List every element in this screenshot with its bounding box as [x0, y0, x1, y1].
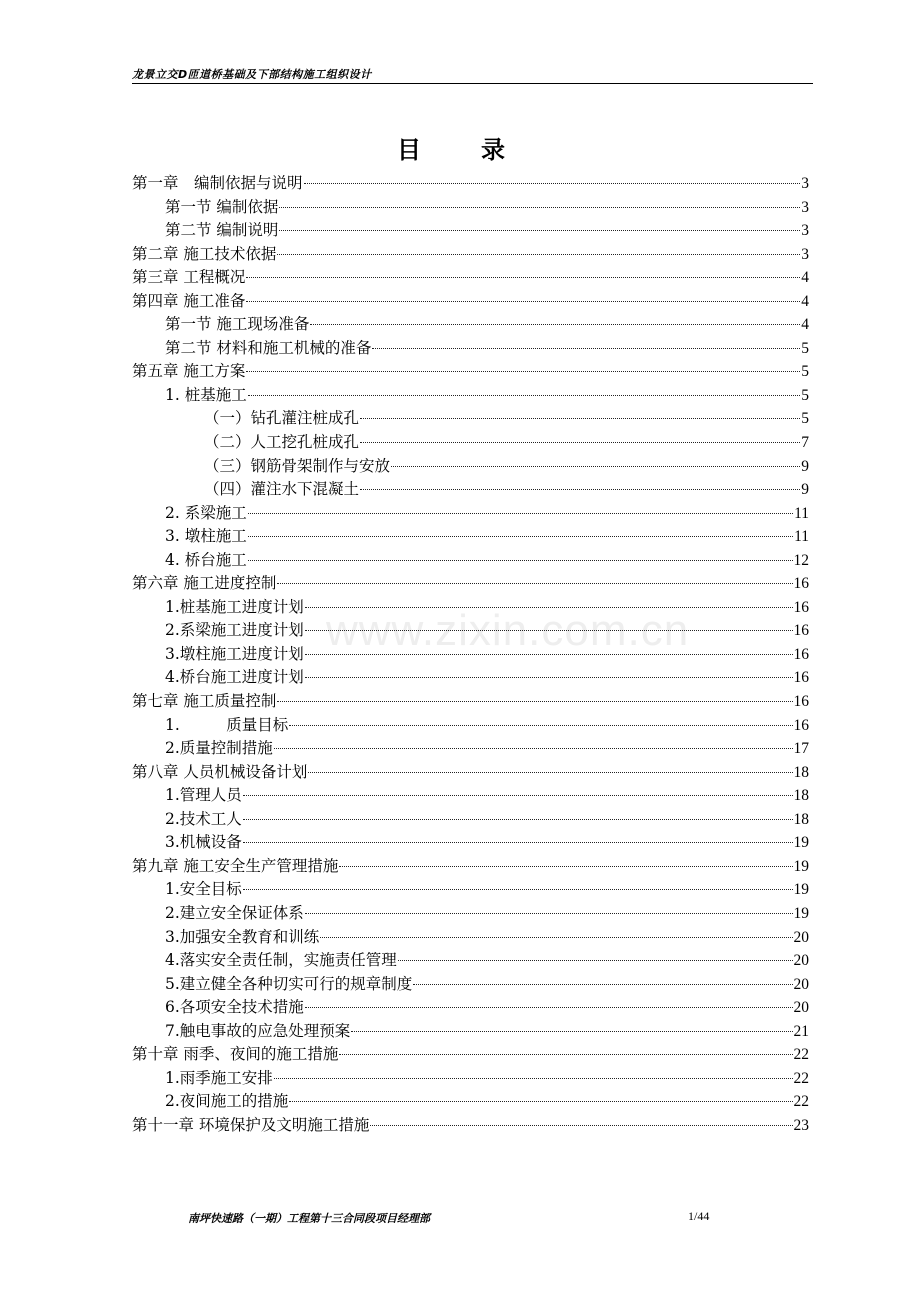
toc-entry[interactable] [132, 808, 809, 832]
toc-entry[interactable] [132, 902, 809, 926]
toc-entry-label: 2. 系梁施工 [165, 503, 247, 522]
toc-entry-page: 18 [793, 763, 809, 781]
toc-entry-page: 20 [793, 952, 809, 970]
toc-entry-label: 第十一章 环境保护及文明施工措施 [132, 1115, 370, 1134]
toc-entry[interactable] [132, 196, 809, 220]
toc-entry[interactable] [132, 478, 809, 502]
toc-entry-page: 21 [793, 1022, 809, 1040]
toc-dot-leader [289, 1100, 792, 1102]
toc-entry-page: 5 [801, 339, 809, 357]
toc-dot-leader [305, 676, 793, 678]
toc-entry-page: 18 [793, 787, 809, 805]
toc-entry-page: 16 [793, 575, 809, 593]
toc-entry-label: 3.加强安全教育和训练 [165, 927, 320, 946]
toc-entry[interactable] [132, 737, 809, 761]
toc-entry-page: 22 [793, 1093, 809, 1111]
toc-entry-page: 19 [793, 881, 809, 899]
toc-entry-label: （一）钻孔灌注桩成孔 [204, 409, 360, 428]
toc-entry[interactable] [132, 431, 809, 455]
toc-dot-leader [398, 959, 793, 961]
toc-entry[interactable] [132, 619, 809, 643]
toc-entry-page: 3 [801, 175, 809, 192]
toc-entry-label: 第五章 施工方案 [132, 362, 246, 381]
toc-entry[interactable] [132, 455, 809, 479]
toc-dot-leader [246, 300, 800, 302]
toc-dot-leader [248, 512, 793, 514]
toc-dot-leader [274, 747, 793, 749]
toc-entry[interactable] [132, 360, 809, 384]
toc-dot-leader [277, 582, 792, 584]
toc-entry-label: 第九章 施工安全生产管理措施 [132, 856, 339, 875]
toc-dot-leader [243, 888, 793, 890]
toc-entry-page: 3 [801, 222, 809, 240]
toc-dot-leader [248, 535, 793, 537]
toc-entry-label: 第四章 施工准备 [132, 291, 246, 310]
toc-entry-label: （三）钢筋骨架制作与安放 [204, 456, 391, 475]
toc-entry-label: 1. 桩基施工 [165, 385, 247, 404]
toc-entry[interactable] [132, 243, 809, 267]
toc-entry-label: 第六章 施工进度控制 [132, 574, 277, 593]
toc-entry-label: （二）人工挖孔桩成孔 [204, 433, 360, 452]
toc-entry-page: 4 [801, 269, 809, 287]
toc-entry-label: 第二节 材料和施工机械的准备 [165, 338, 372, 357]
toc-entry-page: 16 [793, 645, 809, 663]
toc-entry-page: 18 [793, 810, 809, 828]
toc-entry[interactable] [132, 996, 809, 1020]
toc-entry[interactable] [132, 219, 809, 243]
toc-dot-leader [413, 983, 792, 985]
toc-entry[interactable] [132, 761, 809, 785]
toc-entry-page: 5 [801, 363, 809, 381]
toc-entry[interactable] [132, 1043, 809, 1067]
toc-entry[interactable] [132, 407, 809, 431]
toc-entry-page: 23 [793, 1116, 809, 1134]
toc-entry-label: 4.桥台施工进度计划 [165, 668, 304, 687]
toc-dot-leader [277, 700, 792, 702]
toc-entry-page: 20 [793, 999, 809, 1017]
toc-entry-page: 11 [794, 504, 809, 522]
toc-dot-leader [277, 253, 800, 255]
toc-entry-page: 16 [793, 669, 809, 687]
toc-dot-leader [339, 865, 792, 867]
toc-entry-label: 4. 桥台施工 [165, 550, 247, 569]
toc-entry-label: 2.质量控制措施 [165, 739, 273, 758]
toc-dot-leader [243, 818, 793, 820]
toc-entry-page: 3 [801, 198, 809, 216]
toc-dot-leader [339, 1053, 792, 1055]
toc-entry[interactable] [132, 337, 809, 361]
toc-entry[interactable] [132, 926, 809, 950]
toc-dot-leader [308, 771, 792, 773]
toc-entry-label: 2.夜间施工的措施 [165, 1092, 289, 1111]
toc-dot-leader [360, 441, 800, 443]
toc-dot-leader [248, 394, 801, 396]
toc-dot-leader [320, 936, 792, 938]
toc-dot-leader [305, 606, 793, 608]
toc-entry-label: 第三章 工程概况 [132, 268, 246, 287]
toc-entry-label: （四）灌注水下混凝土 [204, 480, 360, 499]
toc-dot-leader [305, 1006, 793, 1008]
toc-dot-leader [248, 559, 793, 561]
running-footer: 南坪快速路（一期）工程第十三合同段项目经理部 [188, 1212, 430, 1225]
toc-entry-page: 11 [794, 528, 809, 546]
toc-dot-leader [391, 465, 800, 467]
toc-entry-page: 16 [793, 598, 809, 616]
toc-entry-page: 19 [793, 904, 809, 922]
toc-entry-label: 3.墩柱施工进度计划 [165, 644, 304, 663]
toc-entry[interactable] [132, 855, 809, 879]
toc-entry-page: 5 [801, 410, 809, 428]
toc-entry-label: 第二章 施工技术依据 [132, 244, 277, 263]
toc-dot-leader [246, 276, 800, 278]
toc-entry[interactable] [132, 831, 809, 855]
toc-entry[interactable] [132, 572, 809, 596]
toc-dot-leader [243, 794, 793, 796]
toc-dot-leader [360, 488, 800, 490]
toc-dot-leader [279, 229, 800, 231]
toc-entry-page: 19 [793, 834, 809, 852]
header-rule [132, 83, 813, 84]
toc-dot-leader [243, 841, 793, 843]
toc-entry[interactable] [132, 266, 809, 290]
toc-entry-label: 4.落实安全责任制，实施责任管理 [165, 951, 397, 970]
toc-entry[interactable] [132, 666, 809, 690]
toc-entry-page: 12 [793, 551, 809, 569]
toc-entry-label: 1.桩基施工进度计划 [165, 597, 304, 616]
toc-dot-leader [305, 912, 793, 914]
toc-entry[interactable] [132, 878, 809, 902]
toc-entry[interactable] [132, 973, 809, 997]
toc-entry-label: 1.管理人员 [165, 786, 242, 805]
toc-entry-page: 19 [793, 857, 809, 875]
toc-entry[interactable] [132, 502, 809, 526]
toc-entry-label: 1.雨季施工安排 [165, 1068, 273, 1087]
toc-entry-page: 9 [801, 457, 809, 475]
toc-dot-leader [305, 653, 793, 655]
toc-entry-label: 7.触电事故的应急处理预案 [165, 1021, 351, 1040]
toc-entry-page: 4 [801, 316, 809, 334]
toc-entry[interactable] [132, 525, 809, 549]
toc-dot-leader [372, 347, 800, 349]
toc-dot-leader [360, 417, 800, 419]
toc-entry-label: 第七章 施工质量控制 [132, 692, 277, 711]
toc-entry[interactable] [132, 784, 809, 808]
toc-entry[interactable] [132, 549, 809, 573]
toc-entry-page: 17 [793, 740, 809, 758]
page-number: 1/44 [688, 1209, 710, 1223]
toc-entry-label: 3. 墩柱施工 [165, 527, 247, 546]
toc-entry[interactable] [132, 1114, 809, 1138]
running-header: 龙景立交D匝道桥基础及下部结构施工组织设计 [132, 68, 372, 81]
toc-entry-label: 2.系梁施工进度计划 [165, 621, 304, 640]
page-title: 目 录 [397, 135, 523, 164]
toc-entry-label: 3.机械设备 [165, 833, 242, 852]
toc-entry-label: 2.建立安全保证体系 [165, 903, 304, 922]
toc-entry-label: 1. 质量目标 [165, 715, 289, 734]
table-of-contents [132, 172, 809, 1137]
toc-dot-leader [304, 182, 801, 184]
toc-entry-page: 4 [801, 292, 809, 310]
toc-entry-page: 3 [801, 245, 809, 263]
toc-entry-page: 22 [793, 1069, 809, 1087]
toc-entry[interactable] [132, 313, 809, 337]
toc-entry[interactable] [132, 596, 809, 620]
toc-entry-label: 第一节 施工现场准备 [165, 315, 310, 334]
toc-entry-label: 5.建立健全各种切实可行的规章制度 [165, 974, 413, 993]
toc-entry-page: 16 [793, 622, 809, 640]
toc-entry-label: 6.各项安全技术措施 [165, 998, 304, 1017]
toc-entry-label: 第二节 编制说明 [165, 221, 279, 240]
toc-entry[interactable] [132, 172, 809, 196]
toc-entry-page: 9 [801, 481, 809, 499]
toc-entry[interactable] [132, 384, 809, 408]
toc-dot-leader [279, 206, 800, 208]
toc-entry[interactable] [132, 1090, 809, 1114]
toc-dot-leader [246, 370, 800, 372]
toc-dot-leader [351, 1030, 792, 1032]
toc-entry-page: 16 [793, 716, 809, 734]
toc-dot-leader [274, 1077, 793, 1079]
toc-entry[interactable] [132, 643, 809, 667]
toc-entry[interactable] [132, 1020, 809, 1044]
toc-dot-leader [310, 323, 800, 325]
toc-entry[interactable] [132, 690, 809, 714]
toc-entry-label: 1.安全目标 [165, 880, 242, 899]
toc-dot-leader [305, 629, 793, 631]
toc-entry-label: 第八章 人员机械设备计划 [132, 762, 308, 781]
toc-dot-leader [370, 1124, 792, 1126]
toc-entry-label: 第一章 编制依据与说明 [132, 174, 303, 192]
toc-entry-label: 2.技术工人 [165, 809, 242, 828]
toc-entry-page: 22 [793, 1046, 809, 1064]
toc-entry-page: 20 [793, 975, 809, 993]
toc-dot-leader [289, 724, 792, 726]
toc-entry-label: 第十章 雨季、夜间的施工措施 [132, 1045, 339, 1064]
toc-entry[interactable] [132, 290, 809, 314]
toc-entry-page: 7 [801, 434, 809, 452]
toc-entry-page: 16 [793, 693, 809, 711]
toc-entry[interactable] [132, 1067, 809, 1091]
toc-entry[interactable] [132, 949, 809, 973]
toc-entry[interactable] [132, 714, 809, 738]
watermark: www.zixin.com.cn [326, 606, 690, 655]
toc-entry-page: 20 [793, 928, 809, 946]
toc-entry-label: 第一节 编制依据 [165, 197, 279, 216]
toc-entry-page: 5 [801, 386, 809, 404]
